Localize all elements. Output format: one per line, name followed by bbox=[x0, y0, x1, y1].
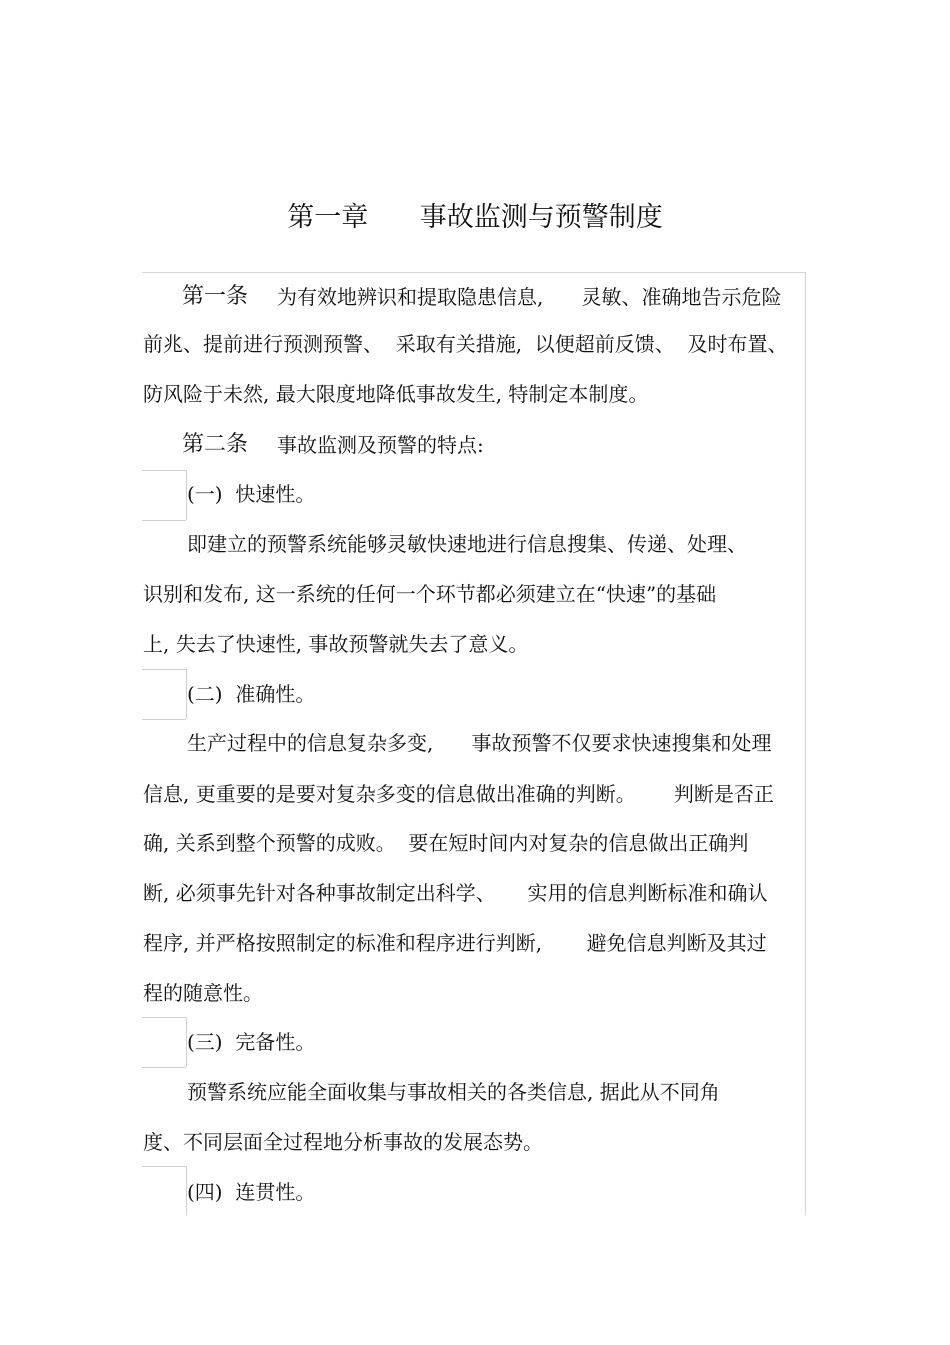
divider bbox=[142, 520, 186, 521]
section-4-heading: (四) 连贯性。 bbox=[187, 1180, 316, 1204]
article-2-label: 第二条 bbox=[182, 432, 249, 457]
divider bbox=[142, 1166, 186, 1167]
section-1-line-1: 即建立的预警系统能够灵敏快速地进行信息搜集、传递、处理、 bbox=[187, 532, 747, 556]
divider bbox=[142, 1067, 186, 1068]
section-2-line-4: 断, 必须事先针对各种事故制定出科学、 实用的信息判断标准和确认 bbox=[143, 881, 768, 905]
section-2-line-1: 生产过程中的信息复杂多变, 事故预警不仅要求快速搜集和处理 bbox=[187, 731, 772, 755]
chapter-title: 第一章 事故监测与预警制度 bbox=[287, 202, 663, 233]
section-2-line-2: 信息, 更重要的是要对复杂多变的信息做出准确的判断。 判断是否正 bbox=[143, 782, 774, 806]
section-1-line-2: 识别和发布, 这一系统的任何一个环节都必须建立在“快速”的基础 bbox=[143, 582, 717, 606]
section-2-heading: (二) 准确性。 bbox=[187, 682, 316, 706]
section-3-line-1: 预警系统应能全面收集与事故相关的各类信息, 据此从不同角 bbox=[187, 1080, 720, 1104]
section-2-line-6: 程的随意性。 bbox=[143, 981, 263, 1005]
article-2-text: 事故监测及预警的特点: bbox=[277, 433, 484, 457]
article-1-line-3: 防风险于未然, 最大限度地降低事故发生, 特制定本制度。 bbox=[143, 382, 649, 406]
section-2-line-5: 程序, 并严格按照制定的标准和程序进行判断, 避免信息判断及其过 bbox=[143, 931, 767, 955]
article-1-label: 第一条 bbox=[182, 284, 249, 309]
divider bbox=[142, 669, 186, 670]
divider bbox=[142, 1017, 186, 1018]
section-2-line-3: 确, 关系到整个预警的成败。 要在短时间内对复杂的信息做出正确判 bbox=[143, 831, 749, 855]
section-1-heading: (一) 快速性。 bbox=[187, 482, 316, 506]
section-3-line-2: 度、不同层面全过程地分析事故的发展态势。 bbox=[143, 1130, 543, 1154]
section-3-heading: (三) 完备性。 bbox=[187, 1030, 316, 1054]
divider bbox=[142, 719, 186, 720]
article-1-line-2: 前兆、提前进行预测预警、 采取有关措施, 以便超前反馈、 及时布置、 bbox=[143, 332, 788, 356]
article-1-line-1: 为有效地辨识和提取隐患信息, 灵敏、准确地告示危险 bbox=[277, 285, 782, 309]
divider bbox=[142, 470, 186, 471]
section-1-line-3: 上, 失去了快速性, 事故预警就失去了意义。 bbox=[143, 632, 529, 656]
